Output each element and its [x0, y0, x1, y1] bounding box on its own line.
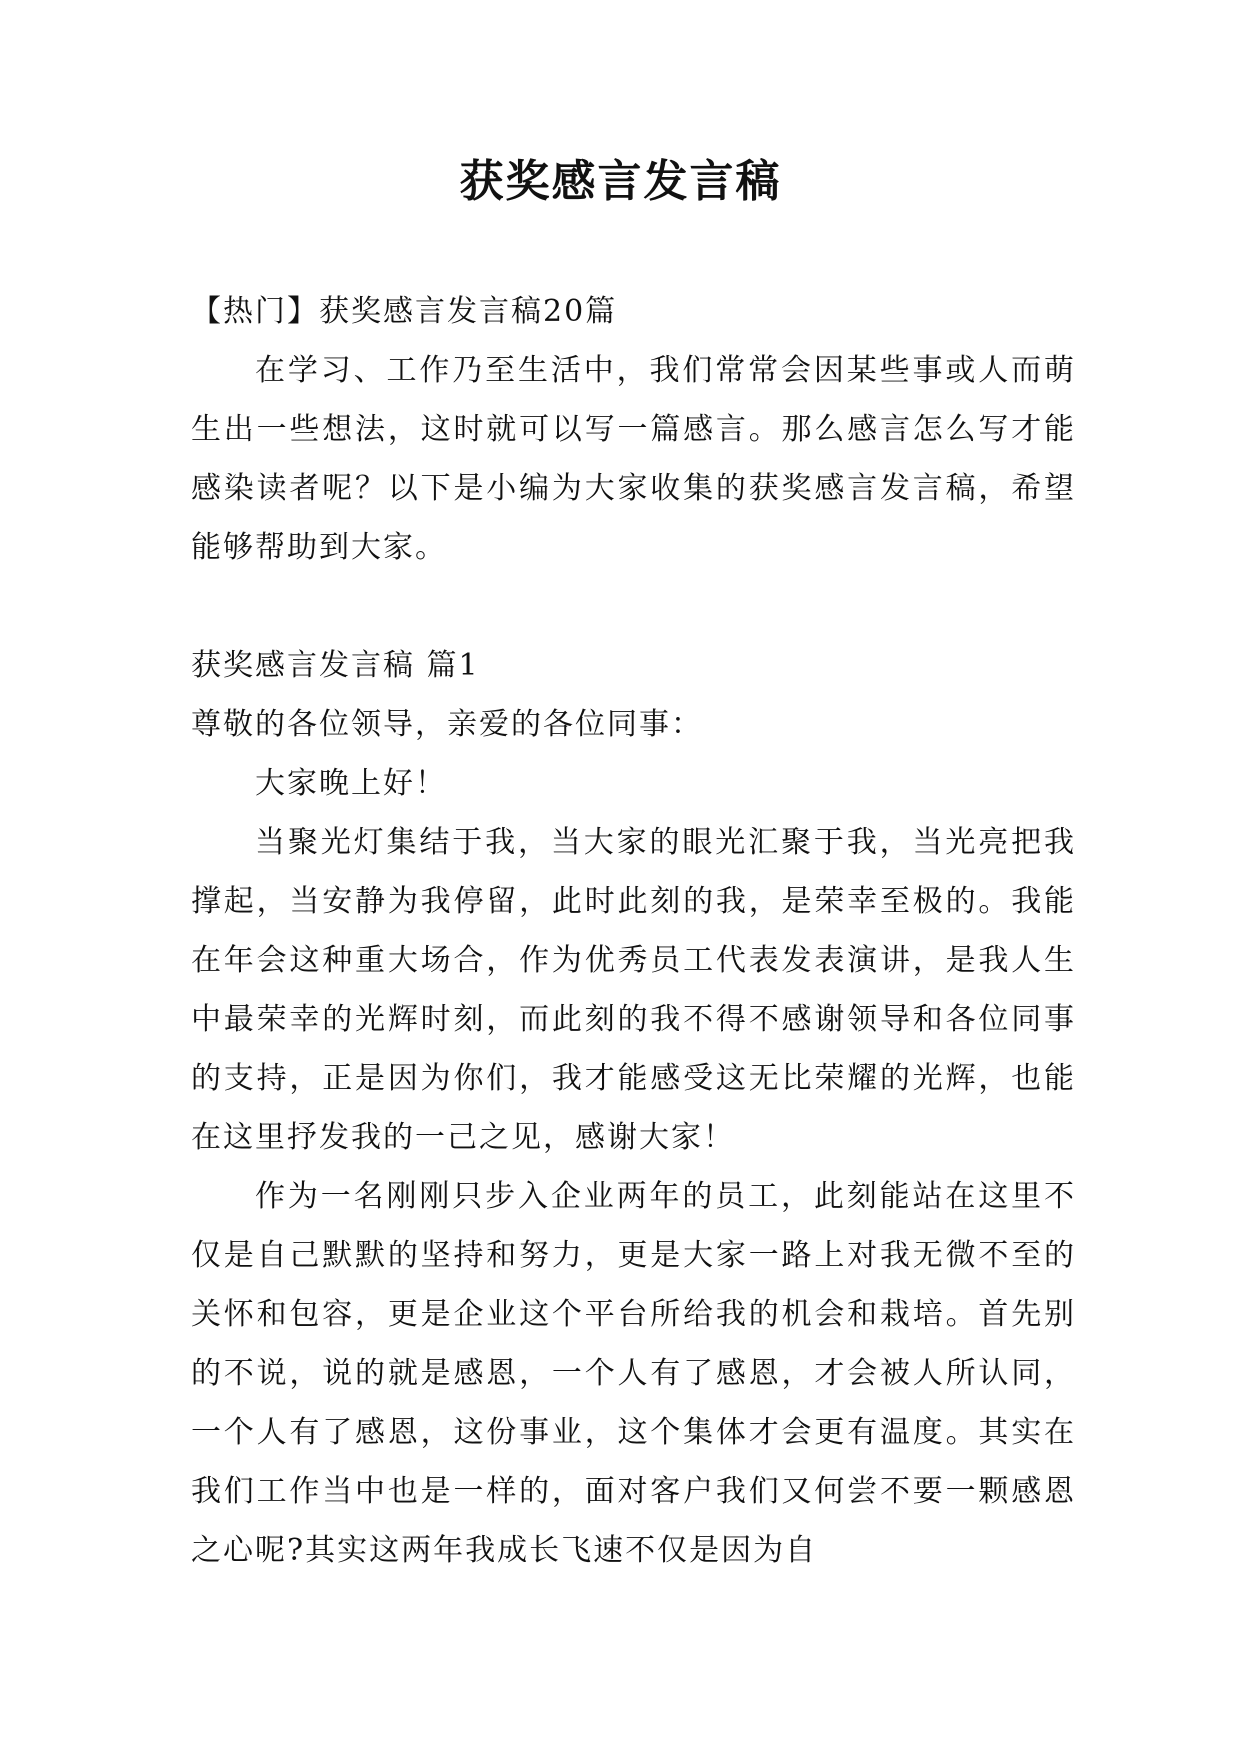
article-heading: 【热门】获奖感言发言稿20篇 [191, 294, 618, 329]
salutation: 尊敬的各位领导，亲爱的各位同事： [191, 707, 703, 742]
body-paragraph-2: 作为一名刚刚只步入企业两年的员工，此刻能站在这里不仅是自己默默的坚持和努力，更是大家一路上对我无微不至的关怀和包容，更是企业这个平台所给我的机会和栽培。首先别的不说，说的就是感恩，一个人有了感恩，才会被人所认同，一个人有了感恩，这份事业，这个集体才会更有温度。其实在我们工作当中也是一样的，面对客户我们又何尝不要一颗感恩之心呢?其实这两年我成长飞速不仅是因为自 [191, 1179, 1076, 1568]
greeting: 大家晚上好！ [255, 766, 447, 801]
intro-paragraph: 在学习、工作乃至生活中，我们常常会因某些事或人而萌生出一些想法，这时就可以写一篇感言。那么感言怎么写才能感染读者呢？以下是小编为大家收集的获奖感言发言稿，希望能够帮助到大家。 [191, 353, 1076, 565]
body-paragraph-1: 当聚光灯集结于我，当大家的眼光汇聚于我，当光亮把我撑起，当安静为我停留，此时此刻的我，是荣幸至极的。我能在年会这种重大场合，作为优秀员工代表发表演讲，是我人生中最荣幸的光辉时刻，而此刻的我不得不感谢领导和各位同事的支持，正是因为你们，我才能感受这无比荣耀的光辉，也能在这里抒发我的一己之见，感谢大家！ [191, 825, 1076, 1155]
section-spacer [191, 577, 1076, 636]
document-title: 获奖感言发言稿 [459, 156, 782, 207]
document-body [191, 282, 1076, 1580]
section-title: 获奖感言发言稿 篇1 [191, 648, 480, 683]
